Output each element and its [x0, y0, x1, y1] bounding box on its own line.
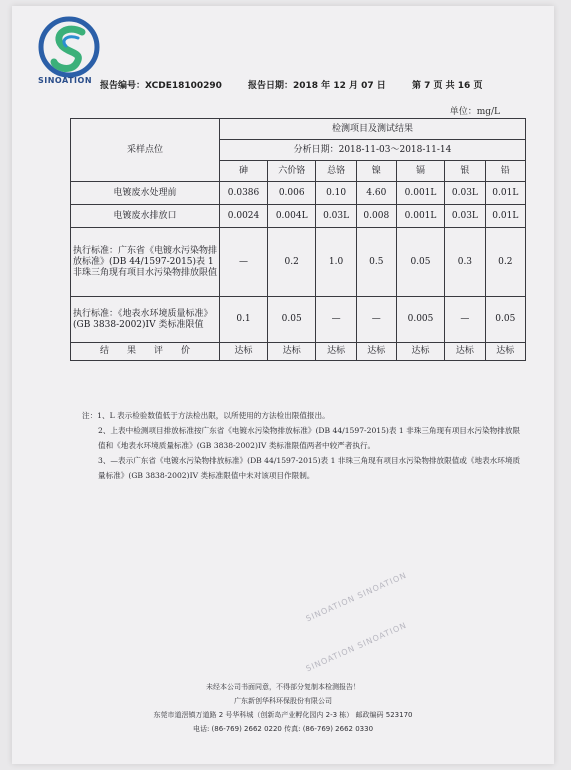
table-cell: 达标 [445, 343, 485, 361]
watermark: SINOATION SINOATION [304, 620, 409, 674]
column-header: 六价铬 [268, 161, 316, 182]
group-header: 检测项目及测试结果 [220, 119, 526, 140]
column-header: 镍 [356, 161, 396, 182]
table-cell: 0.006 [268, 182, 316, 205]
row-label: 结 果 评 价 [71, 343, 220, 361]
table-cell: 达标 [316, 343, 356, 361]
watermark: SINOATION SINOATION [304, 570, 409, 624]
table-cell: 0.05 [268, 297, 316, 343]
column-header: 铅 [485, 161, 525, 182]
table-row [71, 182, 526, 205]
footer-company: 广东新创华科环保股份有限公司 [234, 697, 332, 705]
table-cell: 0.03L [316, 205, 356, 228]
table-cell: 0.001L [396, 182, 444, 205]
table-cell: — [316, 297, 356, 343]
table-cell: 0.05 [396, 228, 444, 297]
table-cell: — [356, 297, 396, 343]
table-cell: 0.001L [396, 205, 444, 228]
column-header: 砷 [220, 161, 268, 182]
row-label: 电镀废水处理前 [71, 182, 220, 205]
column-header: 银 [445, 161, 485, 182]
row-label: 电镀废水排放口 [71, 205, 220, 228]
note-item: 2、上表中检测项目排放标准按广东省《电镀水污染物排放标准》(DB 44/1597-2015)表 1 非珠三角现有项目水污染物排放限值和《地表水环境质量标准》(GB 3838-2002)IV 类标准限值两者中较严者执行。 [98, 426, 521, 450]
report-page [12, 6, 554, 764]
company-logo-icon [38, 16, 100, 78]
note-item: 注：1、L 表示检验数值低于方法检出限，以所使用的方法检出限值报出。 [82, 411, 330, 420]
table-cell: 达标 [220, 343, 268, 361]
table-cell: 4.60 [356, 182, 396, 205]
table-cell: 0.3 [445, 228, 485, 297]
table-cell: — [220, 228, 268, 297]
unit-label: 单位：mg/L [449, 107, 500, 117]
table-cell: 0.01L [485, 205, 525, 228]
table-cell: 1.0 [316, 228, 356, 297]
table-cell: 0.10 [316, 182, 356, 205]
table-cell: 0.004L [268, 205, 316, 228]
table-row [71, 297, 526, 343]
table-cell: 0.1 [220, 297, 268, 343]
page-number: 第 7 页 共 16 页 [412, 81, 483, 91]
table-cell: 达标 [268, 343, 316, 361]
table-cell: 0.03L [445, 182, 485, 205]
row-label: 执行标准：《地表水环境质量标准》(GB 3838-2002)IV 类标准限值 [71, 297, 220, 343]
table-cell: 0.008 [356, 205, 396, 228]
table-row [71, 228, 526, 297]
column-header: 镉 [396, 161, 444, 182]
table-cell: 0.0024 [220, 205, 268, 228]
table-cell: 0.2 [268, 228, 316, 297]
footer-address: 东莞市道滘镇万道路 2 号华科城（创新岛产业孵化园内 2-3 栋） 邮政编码 523170 [153, 711, 413, 719]
table-cell: 0.5 [356, 228, 396, 297]
table-cell: 0.005 [396, 297, 444, 343]
table-cell: 0.01L [485, 182, 525, 205]
footer-contact: 电话: (86-769) 2662 0220 传真: (86-769) 2662 0330 [192, 725, 374, 733]
results-table [70, 118, 526, 361]
report-date: 报告日期：2018 年 12 月 07 日 [248, 81, 386, 91]
column-header: 总铬 [316, 161, 356, 182]
table-cell: 0.05 [485, 297, 525, 343]
table-cell: 0.03L [445, 205, 485, 228]
table-cell: — [445, 297, 485, 343]
table-row [71, 343, 526, 361]
table-cell: 0.2 [485, 228, 525, 297]
table-cell: 达标 [396, 343, 444, 361]
brand-name: SINOATION [38, 76, 93, 85]
table-cell: 达标 [356, 343, 396, 361]
table-cell: 0.0386 [220, 182, 268, 205]
analysis-date: 分析日期：2018-11-03～2018-11-14 [220, 140, 526, 161]
sample-point-header: 采样点位 [71, 119, 220, 182]
notes [82, 408, 522, 483]
report-number: 报告编号：XCDE18100290 [100, 81, 222, 91]
table-row [71, 205, 526, 228]
note-item: 3、—表示广东省《电镀水污染物排放标准》(DB 44/1597-2015)表 1 非珠三角现有项目水污染物排放限值或《地表水环境质量标准》(GB 3838-2002)IV 类标准限值中未对该项目作限制。 [98, 456, 521, 480]
footer-disclaimer: 未经本公司书面同意，不得部分复制本检测报告！ [206, 683, 360, 691]
table-cell: 达标 [485, 343, 525, 361]
row-label: 执行标准：广东省《电镀水污染物排放标准》(DB 44/1597-2015)表 1 非珠三角现有项目水污染物排放限值 [71, 228, 220, 297]
